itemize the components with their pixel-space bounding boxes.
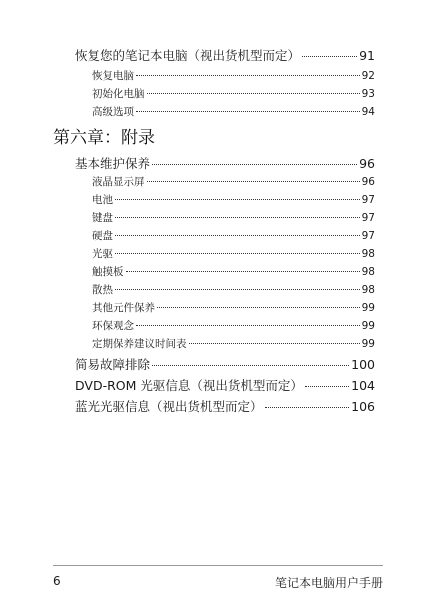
toc-entry-title: 恢复电脑 — [92, 70, 134, 82]
toc-entry[interactable] — [75, 355, 375, 373]
toc-entry-title: 定期保养建议时间表 — [92, 338, 187, 350]
toc-entry[interactable] — [75, 376, 375, 394]
footer-page-number: 6 — [53, 574, 61, 588]
toc-entry-page: 99 — [361, 320, 375, 332]
toc-leader-dots — [115, 235, 360, 236]
toc-entry-page: 91 — [359, 48, 375, 63]
footer-divider — [53, 565, 383, 566]
toc-entry-page: 99 — [361, 302, 375, 314]
toc-subentry[interactable] — [92, 104, 375, 119]
toc-entry-title: 光驱 — [92, 248, 113, 260]
toc-entry-title: 电池 — [92, 194, 113, 206]
toc-leader-dots — [157, 307, 360, 308]
footer-manual-title: 笔记本电脑用户手册 — [274, 576, 383, 590]
toc-entry-page: 93 — [361, 88, 375, 100]
toc-entry-title: 硬盘 — [92, 230, 113, 242]
toc-entry-title: 其他元件保养 — [92, 302, 155, 314]
toc-leader-dots — [115, 289, 360, 290]
toc-entry[interactable] — [75, 154, 375, 172]
toc-leader-dots — [265, 407, 350, 408]
toc-entry-title: 初始化电脑 — [92, 88, 145, 100]
toc-leader-dots — [136, 75, 360, 76]
chapter-title: 第六章：附录 — [53, 128, 155, 148]
toc-entry-page: 96 — [361, 176, 375, 188]
toc-entry-title: 触摸板 — [92, 266, 124, 278]
toc-entry-page: 100 — [351, 357, 375, 372]
toc-entry-title: DVD-ROM 光驱信息（视出货机型而定） — [75, 378, 303, 393]
toc-subentry[interactable] — [92, 282, 375, 297]
toc-leader-dots — [126, 271, 360, 272]
toc-entry[interactable] — [75, 397, 375, 415]
toc-entry-page: 97 — [361, 194, 375, 206]
toc-subentry[interactable] — [92, 68, 375, 83]
toc-subentry[interactable] — [92, 174, 375, 189]
toc-subentry[interactable] — [92, 246, 375, 261]
toc-entry-title: 简易故障排除 — [75, 357, 151, 372]
toc-leader-dots — [189, 343, 360, 344]
toc-subentry[interactable] — [92, 300, 375, 315]
toc-entry-page: 106 — [351, 399, 375, 414]
toc-entry-page: 97 — [361, 230, 375, 242]
toc-leader-dots — [152, 365, 349, 366]
toc-entry-page: 97 — [361, 212, 375, 224]
toc-entry-title: 环保观念 — [92, 320, 134, 332]
toc-leader-dots — [115, 199, 360, 200]
toc-entry-title: 散热 — [92, 284, 113, 296]
toc-entry-title: 恢复您的笔记本电脑（视出货机型而定） — [75, 48, 301, 63]
toc-entry[interactable] — [75, 46, 375, 64]
toc-subentry[interactable] — [92, 264, 375, 279]
toc-leader-dots — [115, 253, 360, 254]
toc-entry-page: 99 — [361, 338, 375, 350]
toc-entry-page: 94 — [361, 106, 375, 118]
toc-entry-page: 92 — [361, 70, 375, 82]
toc-leader-dots — [115, 217, 360, 218]
toc-subentry[interactable] — [92, 210, 375, 225]
toc-subentry[interactable] — [92, 228, 375, 243]
toc-entry-title: 蓝光光驱信息（视出货机型而定） — [75, 399, 263, 414]
toc-leader-dots — [305, 386, 349, 387]
toc-subentry[interactable] — [92, 192, 375, 207]
toc-subentry[interactable] — [92, 336, 375, 351]
toc-entry-title: 基本维护保养 — [75, 156, 151, 171]
toc-entry-page: 96 — [359, 156, 375, 171]
toc-entry-page: 98 — [361, 284, 375, 296]
toc-entry-page: 98 — [361, 248, 375, 260]
toc-entry-page: 104 — [351, 378, 375, 393]
toc-entry-title: 液晶显示屏 — [92, 176, 145, 188]
toc-subentry[interactable] — [92, 86, 375, 101]
toc-entry-page: 98 — [361, 266, 375, 278]
toc-leader-dots — [136, 325, 360, 326]
toc-entry-title: 高级选项 — [92, 106, 134, 118]
toc-leader-dots — [147, 93, 360, 94]
toc-subentry[interactable] — [92, 318, 375, 333]
toc-entry-title: 键盘 — [92, 212, 113, 224]
toc-leader-dots — [147, 181, 360, 182]
toc-leader-dots — [136, 111, 360, 112]
toc-leader-dots — [302, 56, 357, 57]
toc-leader-dots — [152, 164, 357, 165]
